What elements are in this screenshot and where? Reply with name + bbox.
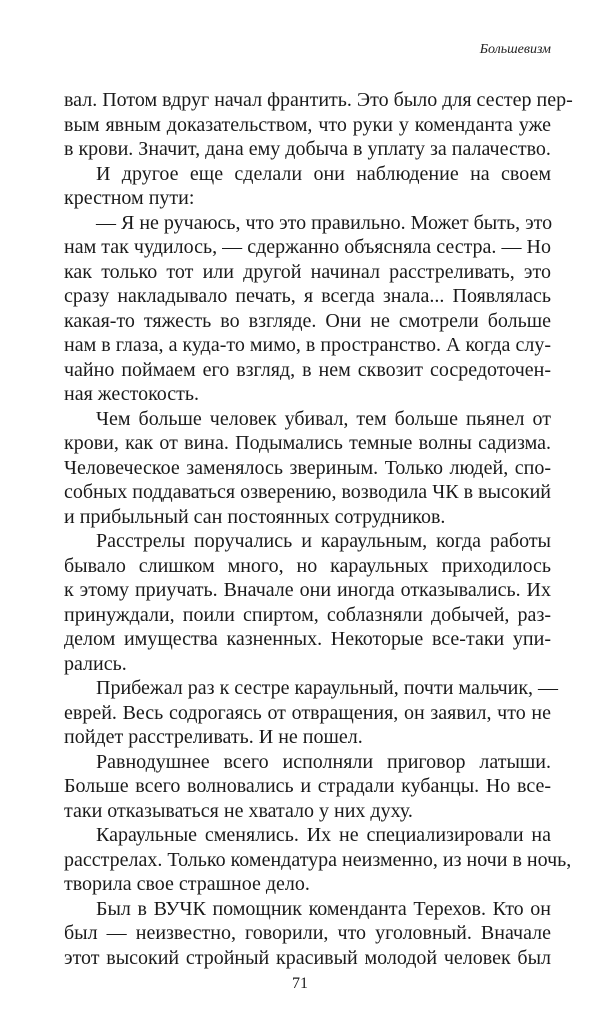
text-line: Расстрелы поручались и караульным, когда работы (96, 530, 551, 552)
text-line: Прибежал раз к сестре караульный, почти мальчик, — (96, 677, 559, 699)
text-line: как только тот или другой начинал расстреливать, это (64, 260, 551, 283)
text-line: нам в глаза, а куда-то мимо, в пространство. А когда слу- (64, 334, 551, 356)
paragraph (64, 823, 572, 897)
text-line: принуждали, поили спиртом, соблазняли добычей, раз- (64, 603, 551, 626)
text-line: таки отказываться не хватало у них духу. (64, 799, 413, 822)
text-line: пойдет расстреливать. И не пошел. (64, 726, 363, 748)
paragraph (64, 529, 551, 676)
text-line: еврей. Весь содрогаясь от отвращения, он заявил, что не (64, 701, 551, 724)
text-line: Больше всего волновались и страдали кубанцы. Но все- (64, 775, 551, 797)
text-line: делом имущества казненных. Некоторые все-таки упи- (64, 628, 551, 650)
text-line: расстрелах. Только комендатура неизменно, из ночи в ночь, (64, 848, 572, 871)
text-line: собных поддаваться озверению, возводила ЧК в высокий (64, 481, 551, 503)
page-number: 71 (292, 975, 308, 992)
text-line: Человеческое заменялось звериным. Только людей, спо- (64, 456, 551, 479)
paragraph (64, 897, 551, 971)
text-line: крови, как от вина. Подымались темные волны садизма. (64, 432, 551, 454)
text-line: Караульные сменялись. Их не специализировали на (96, 824, 551, 846)
text-line: был — неизвестно, говорили, что уголовный. Вначале (64, 922, 551, 944)
text-line: к этому приучать. Вначале они иногда отказывались. Их (64, 579, 551, 601)
running-head: Большевизм (479, 42, 551, 57)
paragraph (64, 750, 551, 824)
text-line: Чем больше человек убивал, тем больше пьянел от (96, 407, 551, 430)
text-line: в крови. Значит, дана ему добыча в уплату за палачество. (64, 138, 551, 160)
paragraph (64, 676, 559, 750)
text-line: какая-то тяжесть во взгляде. Они не смотрели больше (64, 309, 551, 332)
text-line: — Я не ручаюсь, что это правильно. Может быть, это (96, 211, 553, 234)
text-line: ная жестокость. (64, 383, 199, 405)
paragraph (64, 162, 551, 211)
text-line: И другое еще сделали они наблюдение на своем (96, 162, 551, 185)
text-line: крестном пути: (64, 187, 195, 209)
text-line: и прибыльный сан постоянных сотрудников. (64, 505, 446, 528)
text-line: сразу накладывало печать, я всегда знала... Появлялась (64, 285, 551, 307)
text-line: бывало слишком много, но караульных приходилось (64, 554, 551, 577)
text-line: вым явным доказательством, что руки у коменданта уже (64, 113, 551, 136)
text-line: нам так чудилось, — сдержанно объясняла сестра. — Но (64, 236, 551, 258)
text-line: рались. (64, 652, 127, 675)
text-line: Был в ВУЧК помощник коменданта Терехов. Кто он (96, 897, 551, 920)
text-line: творила свое страшное дело. (64, 873, 310, 895)
text-line: чайно поймаем его взгляд, в нем сквозит сосредоточен- (64, 358, 551, 381)
text-line: этот высокий стройный красивый молодой человек был (64, 946, 551, 969)
body-text (64, 88, 573, 970)
paragraph (64, 407, 551, 530)
text-line: Равнодушнее всего исполняли приговор латыши. (96, 750, 551, 773)
paragraph (64, 88, 573, 162)
text-line: вал. Потом вдруг начал франтить. Это было для сестер пер- (64, 89, 573, 111)
paragraph (64, 211, 551, 407)
